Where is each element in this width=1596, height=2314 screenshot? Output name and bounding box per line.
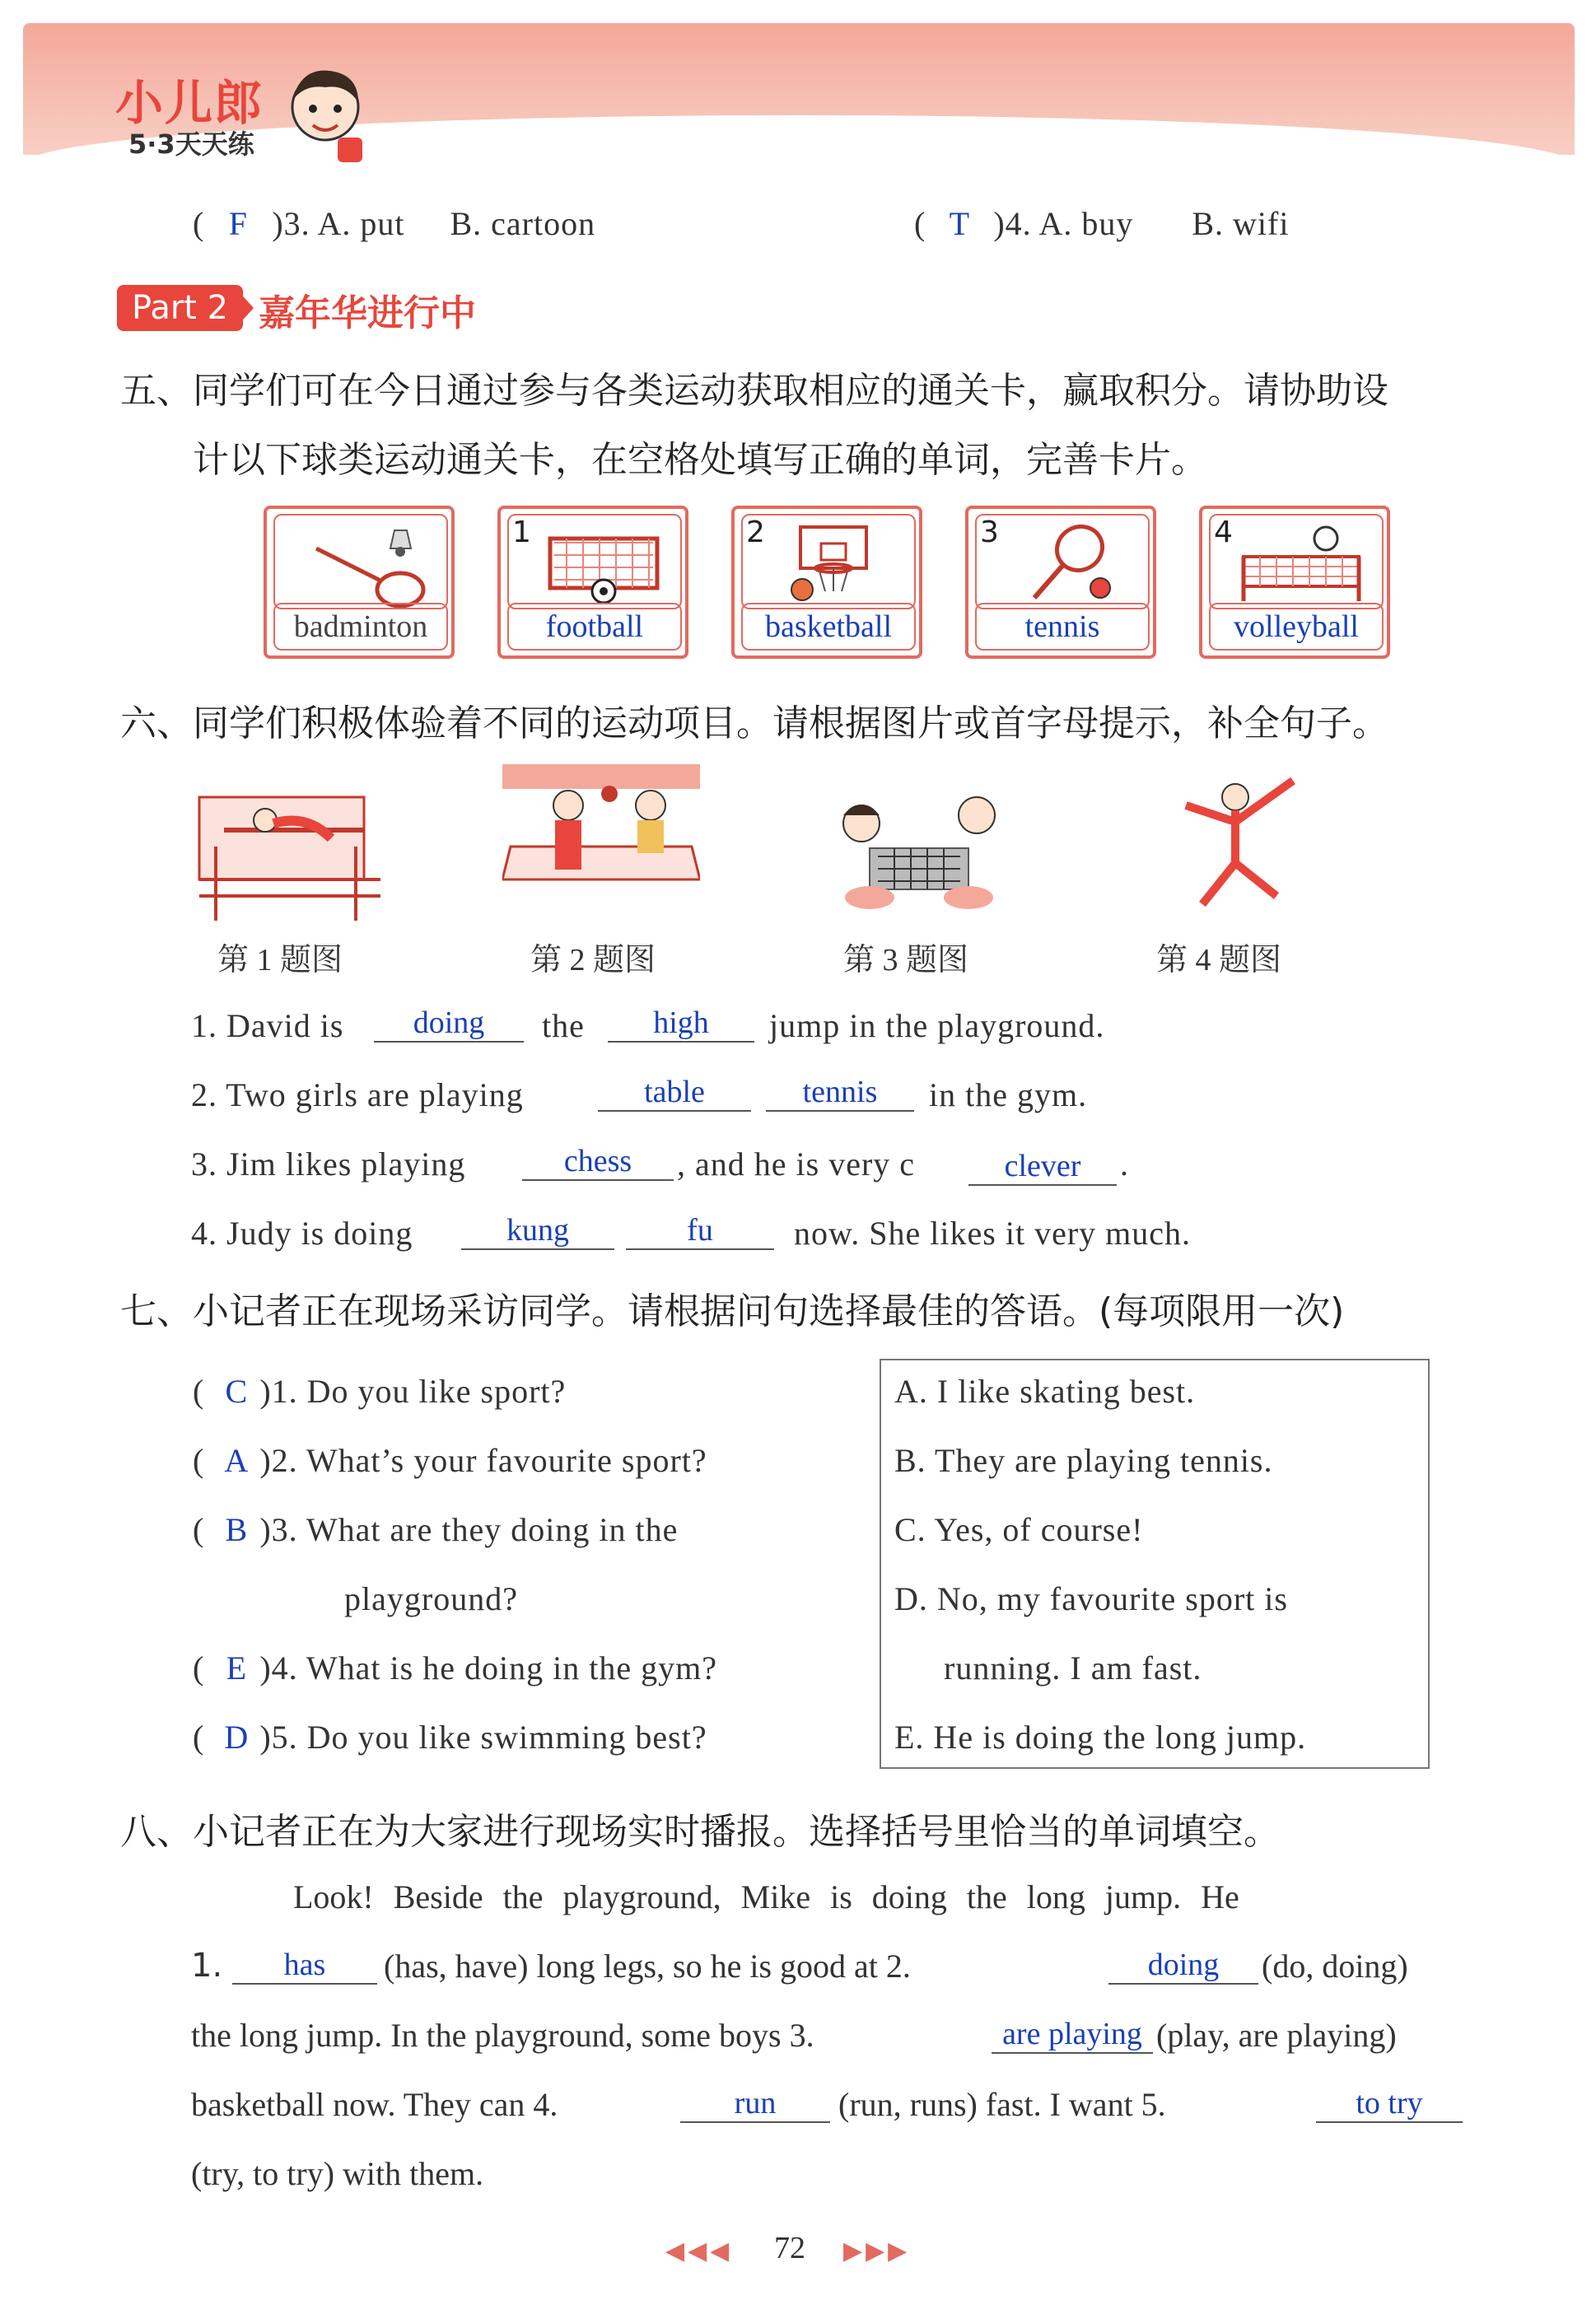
item-3-option-b: B. cartoon bbox=[450, 205, 596, 242]
item-4-option-a: buy bbox=[1081, 205, 1134, 242]
s6-q3-post: . bbox=[1120, 1145, 1129, 1183]
s7-answer-3: B bbox=[225, 1511, 249, 1548]
s6-q2-blank-1: table bbox=[598, 1074, 751, 1112]
s5-instruction-1: 五、同学们可在今日通过参与各类运动获取相应的通关卡，赢取积分。请协助设 bbox=[120, 370, 1388, 412]
s6-q3-blank-2: clever bbox=[968, 1148, 1117, 1186]
s6-q1-pre: 1. David is bbox=[191, 1007, 344, 1044]
caption-2: 第 2 题图 bbox=[530, 943, 656, 977]
s7-q2: ( A )2. What’s your favourite sport? bbox=[193, 1442, 707, 1479]
s8-blank-5: to try bbox=[1316, 2085, 1463, 2123]
s6-q2-blank-2: tennis bbox=[766, 1074, 914, 1112]
s7-instruction: 七、小记者正在现场采访同学。请根据问句选择最佳的答语。(每项限用一次) bbox=[120, 1290, 1345, 1332]
part-title: 嘉年华进行中 bbox=[259, 292, 476, 334]
s6-q4-blank-2: fu bbox=[626, 1212, 774, 1250]
s7-option-b: B. They are playing tennis. bbox=[894, 1442, 1273, 1479]
mascot-icon bbox=[280, 59, 371, 166]
card-answer: basketball bbox=[741, 603, 916, 651]
s6-q3-blank-1: chess bbox=[522, 1143, 674, 1181]
card-number: 4 bbox=[1214, 516, 1233, 549]
item-3-option-a: put bbox=[360, 205, 405, 242]
s6-q1-mid: the bbox=[542, 1007, 585, 1044]
s7-answer-4: E bbox=[226, 1649, 248, 1687]
badminton-racket-icon bbox=[275, 516, 446, 608]
card-4 bbox=[1199, 506, 1390, 659]
card-1 bbox=[497, 506, 688, 659]
s8-blank-4: run bbox=[680, 2085, 830, 2123]
card-label: badminton bbox=[273, 603, 448, 651]
brand-logo: 小儿郎 bbox=[115, 75, 264, 131]
s7-option-a: A. I like skating best. bbox=[894, 1373, 1196, 1410]
card-3 bbox=[965, 506, 1156, 659]
s8-blank-3: are playing bbox=[992, 2016, 1153, 2054]
s6-q2-pre: 2. Two girls are playing bbox=[191, 1076, 524, 1113]
s7-answer-2: A bbox=[224, 1442, 250, 1479]
card-number: 1 bbox=[512, 516, 531, 549]
s8-line-4a: basketball now. They can 4. bbox=[191, 2086, 558, 2123]
answer-3: F bbox=[228, 205, 248, 242]
s6-q1-blank-1: doing bbox=[374, 1005, 524, 1043]
card-answer: football bbox=[507, 603, 682, 651]
s8-blank-1: has bbox=[232, 1947, 377, 1985]
tennis-racket-icon bbox=[977, 516, 1148, 608]
s7-answer-1: C bbox=[225, 1373, 249, 1410]
s7-answer-5: D bbox=[224, 1719, 250, 1756]
s7-options-box bbox=[880, 1359, 1430, 1769]
s8-num-1: 1. bbox=[191, 1947, 223, 1985]
table-tennis-illustration bbox=[502, 764, 700, 921]
s8-line-4b: (run, runs) fast. I want 5. bbox=[838, 2086, 1166, 2123]
s6-q1-blank-2: high bbox=[608, 1005, 754, 1043]
s6-instruction: 六、同学们积极体验着不同的运动项目。请根据图片或首字母提示，补全句子。 bbox=[120, 702, 1388, 744]
part-tag-arrow bbox=[237, 290, 254, 326]
series-label: 5·3天天练 bbox=[128, 128, 254, 160]
s7-q5: ( D )5. Do you like swimming best? bbox=[193, 1719, 707, 1756]
caption-3: 第 3 题图 bbox=[843, 943, 969, 977]
answer-4: T bbox=[949, 205, 971, 242]
s6-q4-post: now. She likes it very much. bbox=[794, 1215, 1192, 1252]
s6-q4-pre: 4. Judy is doing bbox=[191, 1215, 413, 1252]
s6-q1-post: jump in the playground. bbox=[769, 1007, 1105, 1044]
page-number: 72 bbox=[774, 2231, 805, 2265]
caption-4: 第 4 题图 bbox=[1156, 943, 1282, 977]
item-3-label: )3. A. bbox=[272, 205, 352, 242]
item-4-option-b: B. wifi bbox=[1192, 205, 1290, 242]
basketball-hoop-icon bbox=[743, 516, 914, 608]
s7-q3-cont: playground? bbox=[344, 1580, 518, 1617]
part-tag: Part 2 bbox=[117, 285, 243, 331]
s8-line-3a: the long jump. In the playground, some boys 3. bbox=[191, 2017, 814, 2054]
s8-line-2c: (do, doing) bbox=[1262, 1948, 1408, 1985]
card-number: 2 bbox=[746, 516, 765, 549]
s7-q3: ( B )3. What are they doing in the bbox=[193, 1511, 679, 1548]
prev-arrows-icon: ◀◀◀ bbox=[665, 2237, 733, 2265]
s7-option-d-cont: running. I am fast. bbox=[944, 1649, 1202, 1687]
s8-blank-2: doing bbox=[1108, 1947, 1258, 1985]
card-badminton bbox=[264, 506, 455, 659]
volleyball-net-icon bbox=[1211, 516, 1382, 608]
s6-q3-mid: , and he is very c bbox=[677, 1145, 916, 1183]
item-4: ( T )4. A. buy B. wifi bbox=[914, 205, 1290, 242]
s6-q3-pre: 3. Jim likes playing bbox=[191, 1145, 466, 1183]
kung-fu-illustration bbox=[1153, 764, 1318, 921]
card-number: 3 bbox=[980, 516, 999, 549]
high-jump-illustration bbox=[191, 764, 389, 921]
s7-q1: ( C )1. Do you like sport? bbox=[193, 1373, 567, 1410]
s6-q4-blank-1: kung bbox=[461, 1212, 614, 1250]
s8-line-1: Look! Beside the playground, Mike is doing the long jump. He bbox=[293, 1878, 1239, 1915]
football-goal-icon bbox=[509, 516, 680, 608]
s8-line-5: (try, to try) with them. bbox=[191, 2155, 484, 2192]
caption-1: 第 1 题图 bbox=[217, 943, 343, 977]
s8-line-2b: (has, have) long legs, so he is good at 2. bbox=[384, 1948, 911, 1985]
chess-illustration bbox=[820, 782, 1018, 922]
s6-q2-post: in the gym. bbox=[929, 1076, 1088, 1113]
s5-instruction-2: 计以下球类运动通关卡，在空格处填写正确的单词，完善卡片。 bbox=[193, 439, 1207, 481]
next-arrows-icon: ▶▶▶ bbox=[843, 2237, 911, 2265]
item-3: ( F )3. A. put B. cartoon bbox=[193, 205, 596, 242]
s7-q4: ( E )4. What is he doing in the gym? bbox=[193, 1649, 717, 1687]
item-4-label: )4. A. bbox=[993, 205, 1073, 242]
card-answer: tennis bbox=[975, 603, 1150, 651]
s8-line-3b: (play, are playing) bbox=[1156, 2017, 1397, 2054]
s8-instruction: 八、小记者正在为大家进行现场实时播报。选择括号里恰当的单词填空。 bbox=[120, 1811, 1280, 1853]
card-2 bbox=[731, 506, 922, 659]
card-answer: volleyball bbox=[1209, 603, 1384, 651]
s7-option-d: D. No, my favourite sport is bbox=[894, 1580, 1288, 1617]
s7-option-c: C. Yes, of course! bbox=[894, 1511, 1144, 1548]
s7-option-e: E. He is doing the long jump. bbox=[894, 1719, 1307, 1756]
